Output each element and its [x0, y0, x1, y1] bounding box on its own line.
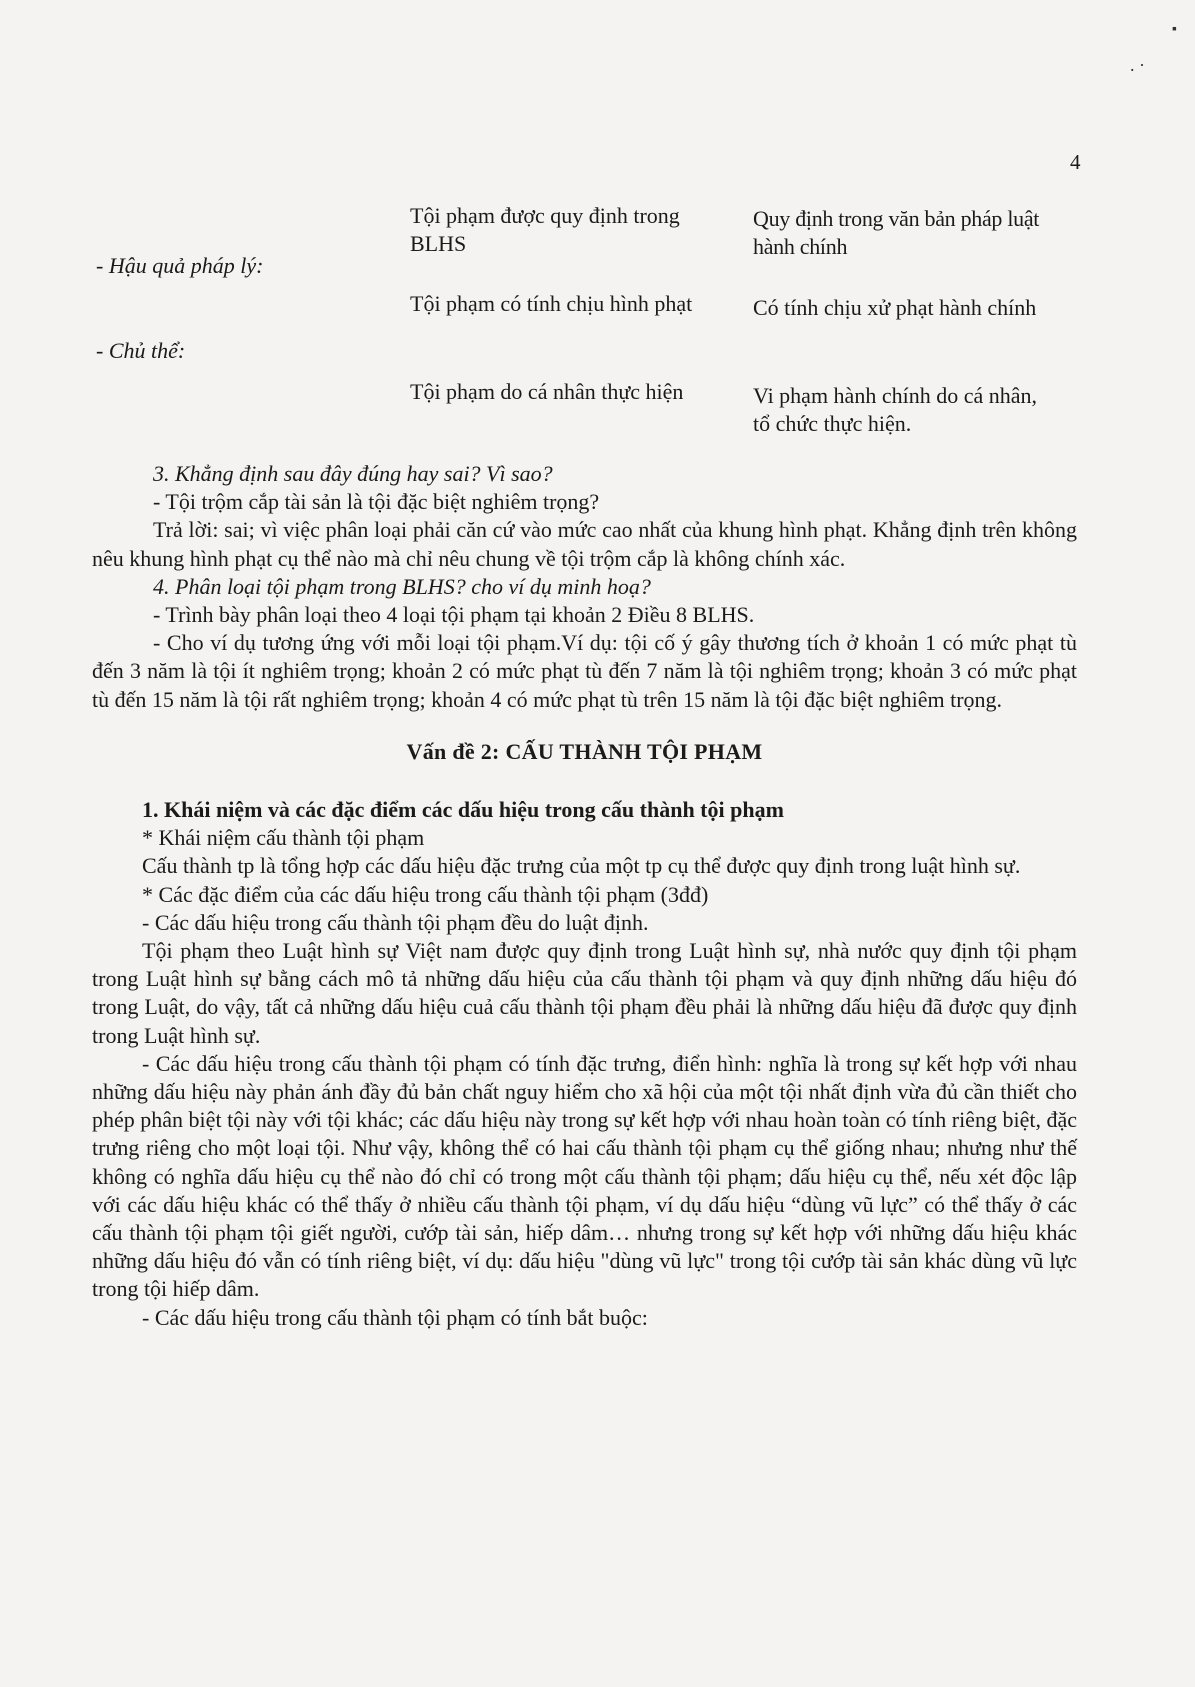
feature-1-text: Tội phạm theo Luật hình sự Việt nam được quy định trong Luật hình sự, nhà nước quy định tội phạm trong Luật hình sự bằng cách mô tả những dấu hiệu của cấu thành tội phạm và quy định những dấu hiệu đó trong Luật, do vậy, tất cả những dấu hiệu cuả cấu thành tội phạm đều phải là những dấu hiệu đã được quy định trong Luật hình sự. — [92, 938, 1077, 1048]
row2-violation: Có tính chịu xử phạt hành chính — [753, 295, 1037, 320]
feature-3: - Các dấu hiệu trong cấu thành tội phạm có tính bắt buộc: — [142, 1304, 648, 1330]
section-heading: Vấn đề 2: CẤU THÀNH TỘI PHẠM — [406, 738, 763, 764]
concept-heading: * Khái niệm cấu thành tội phạm — [142, 825, 425, 851]
concept-text: Cấu thành tp là tổng hợp các dấu hiệu đặc trưng của một tp cụ thể được quy định trong luật hình sự. — [142, 853, 1021, 879]
row2-crime: Tội phạm có tính chịu hình phạt — [410, 291, 693, 316]
page-number: 4 — [1070, 150, 1081, 174]
scan-dots: . · — [1130, 55, 1145, 75]
feature-2: - Các dấu hiệu trong cấu thành tội phạm có tính đặc trưng, điển hình: nghĩa là trong sự kết hợp với nhau những dấu hiệu này phản ánh đầy đủ bản chất nguy hiểm cho xã hội của một tội nhất định vừa đủ cần thiết cho phép phân biệt tội này với tội khác; các dấu hiệu này trong sự kết hợp với nhau hoàn toàn có tính riêng biệt, đặc trưng riêng cho một loại tội. Như vậy, không thể có hai cấu thành tội phạm cụ thể giống nhau; nhưng như thế không có nghĩa dấu hiệu cụ thể nào đó chỉ có trong một cấu thành tội phạm; dấu hiệu cụ thể, nếu xét độc lập với các dấu hiệu khác có thể thấy ở nhiều cấu thành tội phạm, ví dụ dấu hiệu “dùng vũ lực” có thể thấy ở các cấu thành tội phạm tội giết người, cướp tài sản, hiếp dâm… nhưng trong sự kết hợp với những dấu hiệu khác những dấu hiệu đó vẫn có tính riêng biệt, ví dụ: dấu hiệu "dùng vũ lực" trong tội cướp tài sản khác dùng vũ lực trong tội hiếp dâm. — [92, 1050, 1077, 1302]
body-text — [92, 460, 1077, 1332]
row3-crime: Tội phạm do cá nhân thực hiện — [410, 379, 684, 404]
q3-title: 3. Khẳng định sau đây đúng hay sai? Vì sao? — [153, 461, 553, 486]
q4-title: 4. Phân loại tội phạm trong BLHS? cho ví dụ minh hoạ? — [153, 573, 651, 599]
label-legal-consequence: - Hậu quả pháp lý: — [96, 253, 264, 278]
q3-answer: Trả lời: sai; vì việc phân loại phải căn cứ vào mức cao nhất của khung hình phạt. Khẳng định trên không nêu khung hình phạt cụ thể nào mà chỉ nêu chung về tội trộm cắp là không chính xác. — [92, 517, 1077, 571]
features-heading: * Các đặc điểm của các dấu hiệu trong cấu thành tội phạm (3đđ) — [142, 881, 709, 907]
q4-point2: - Cho ví dụ tương ứng với mỗi loại tội phạm.Ví dụ: tội cố ý gây thương tích ở khoản 1 có mức phạt tù đến 3 năm là tội ít nghiêm trọng; khoản 2 có mức phạt tù đến 7 năm là tội nghiêm trọng; khoản 3 có mức phạt tù đến 15 năm là tội rất nghiêm trọng; khoản 4 có mức phạt tù trên 15 năm là tội đặc biệt nghiêm trọng. — [92, 630, 1077, 712]
q4-point1: - Trình bày phân loại theo 4 loại tội phạm tại khoản 2 Điều 8 BLHS. — [153, 602, 755, 628]
q3-statement: - Tội trộm cắp tài sản là tội đặc biệt nghiêm trọng? — [153, 489, 600, 515]
row1-violation: Quy định trong văn bản pháp luật hành chính — [753, 206, 1040, 259]
scan-mark: ▪ — [1172, 22, 1177, 37]
row1-crime: Tội phạm được quy định trong BLHS — [410, 203, 680, 256]
label-subject: - Chủ thể: — [96, 338, 186, 363]
row3-violation: Vi phạm hành chính do cá nhân, tổ chức thực hiện. — [753, 383, 1037, 436]
section-subheading: 1. Khái niệm và các đặc điểm các dấu hiệu trong cấu thành tội phạm — [142, 797, 784, 823]
feature-1: - Các dấu hiệu trong cấu thành tội phạm đều do luật định. — [142, 909, 649, 935]
